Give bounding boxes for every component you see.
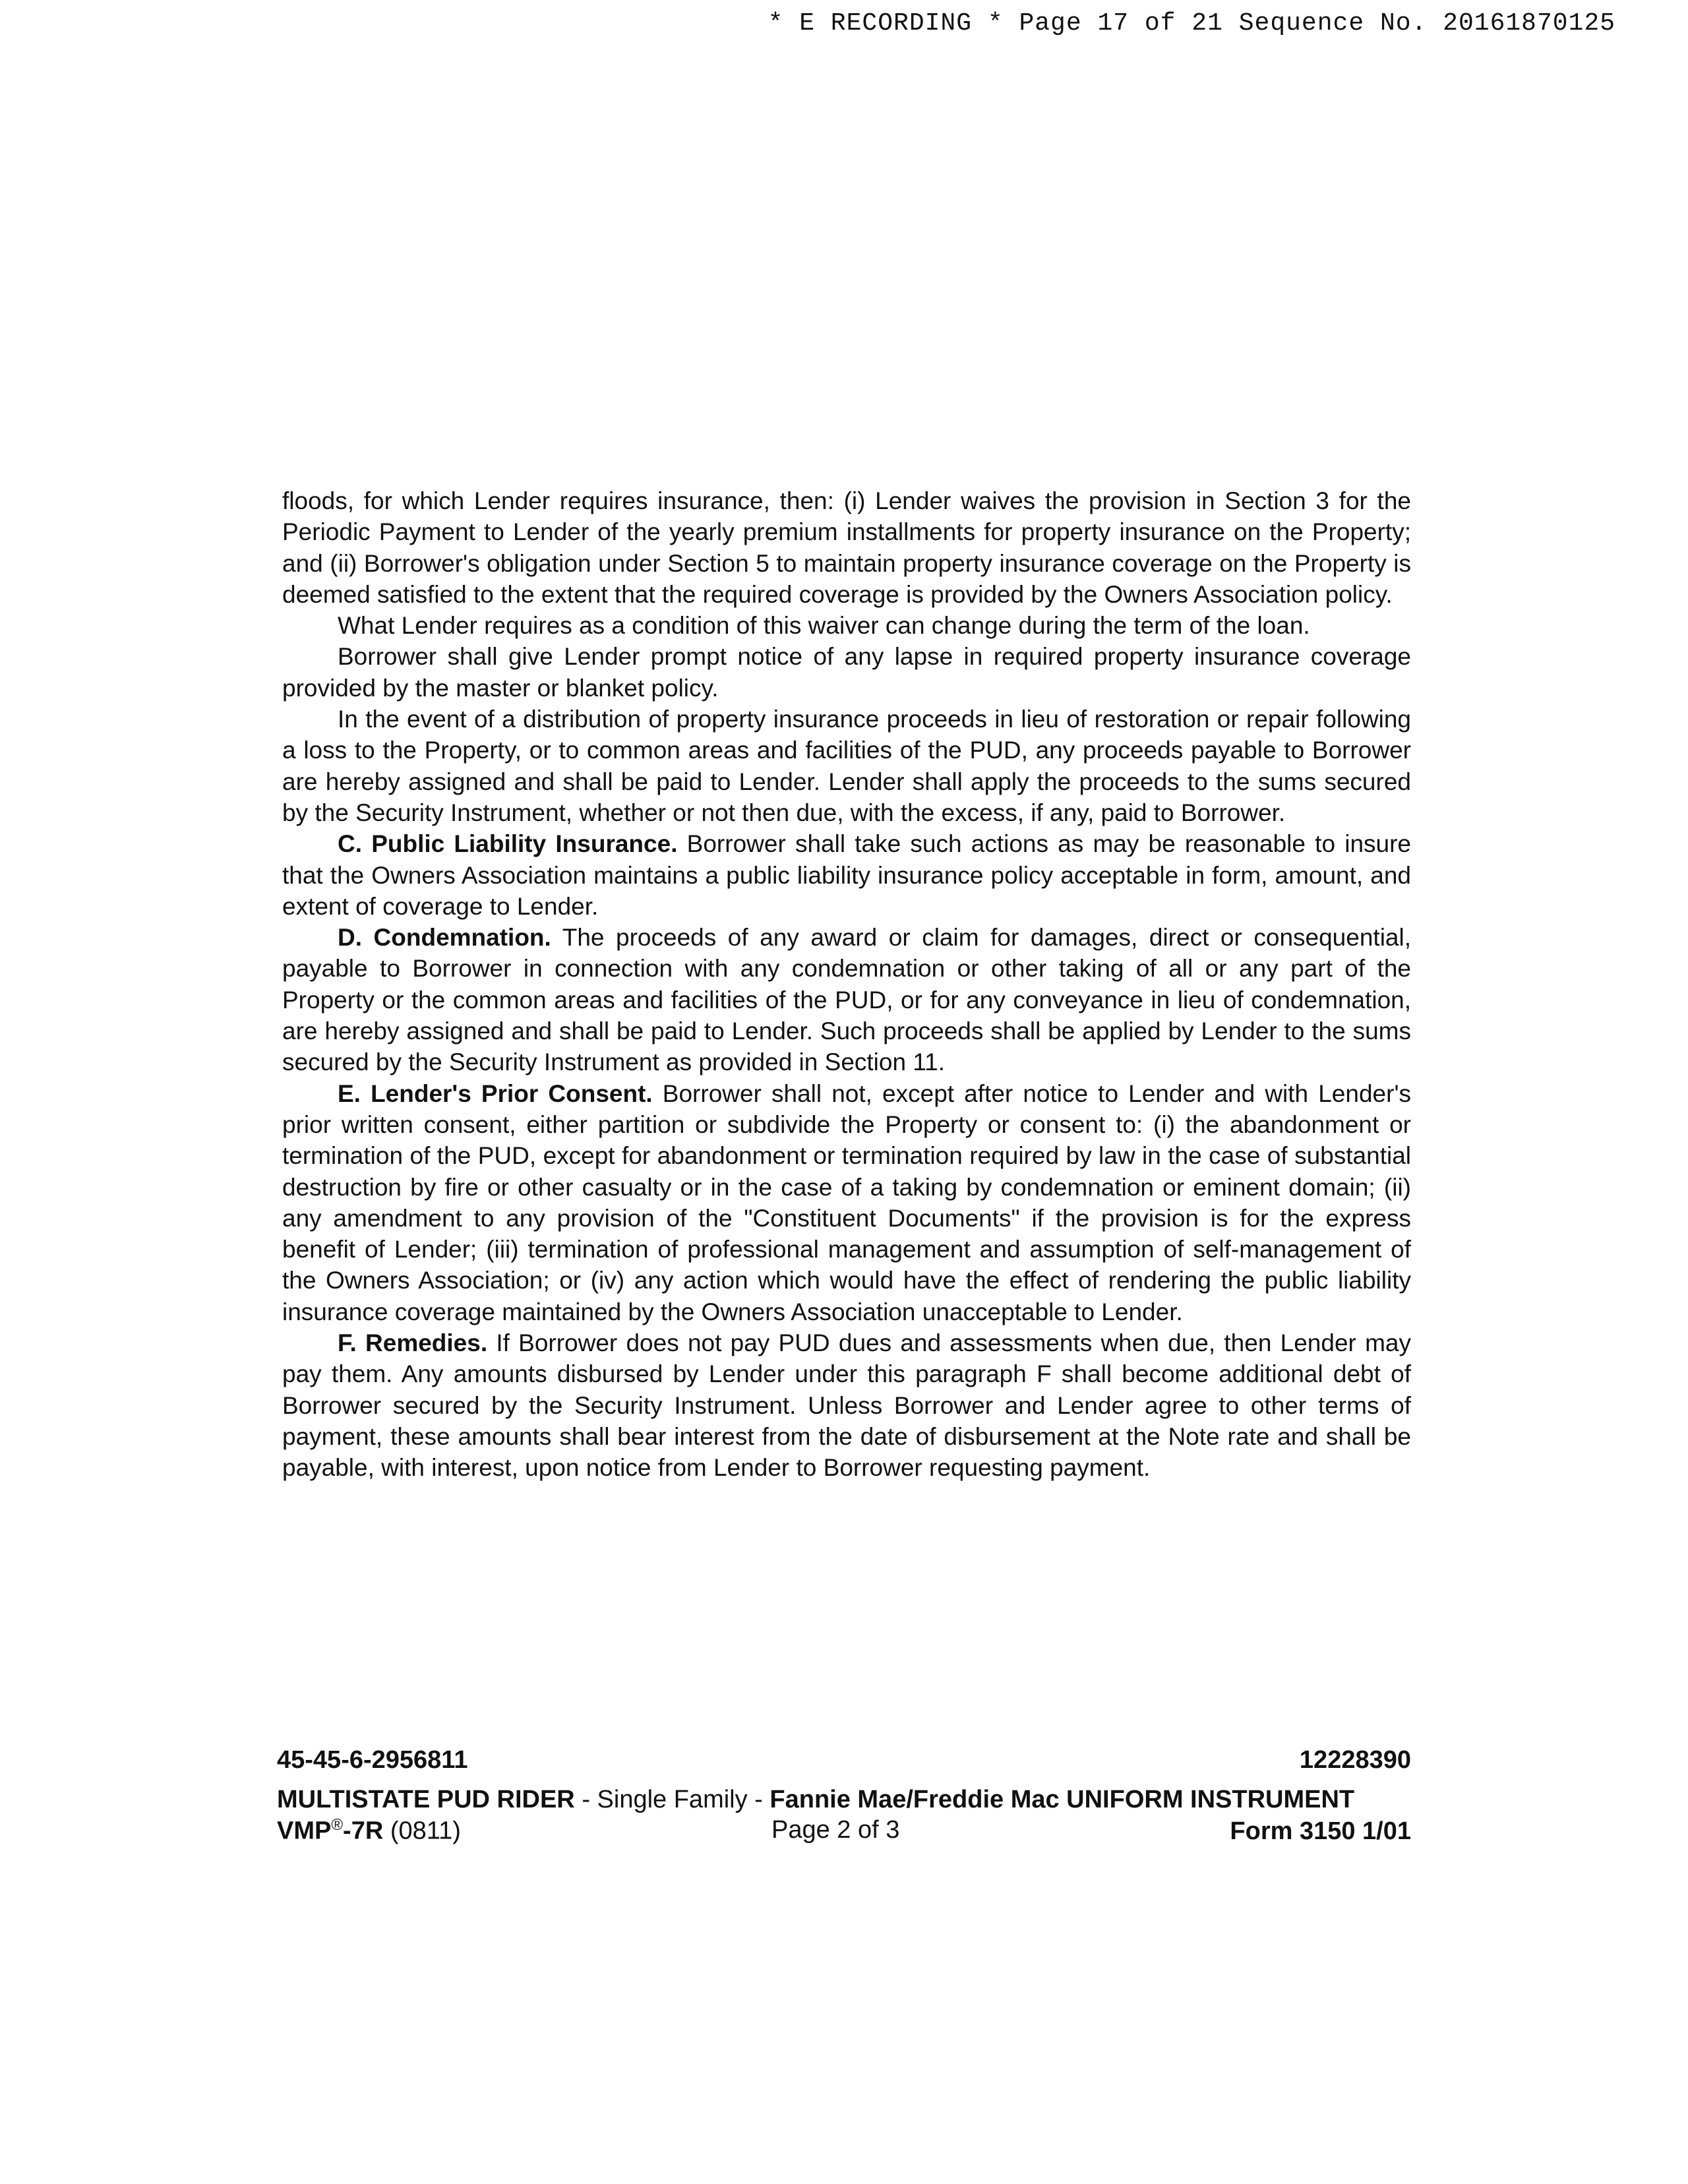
section-prior-consent [282,1078,1411,1327]
section-heading: E. Lender's Prior Consent. [338,1079,653,1107]
section-text: The proceeds of any award or claim for damages, direct or consequential, payable to Borrower in connection with any condemnation or other taking of all or any part of the Property or the common areas and facilities of the PUD, or for any conveyance in lieu of condemnation, are hereby assigned and shall be paid to Lender. Such proceeds shall be applied by Lender to the sums secured by the Security Instrument as provided in Section 11. [282,924,1411,1076]
paragraph-insurance-proceeds: In the event of a distribution of property insurance proceeds in lieu of restoration or repair following a loss to the Property, or to common areas and facilities of the PUD, any proceeds payable to Borrower are hereby assigned and shall be paid to Lender. Lender shall apply the proceeds to the sums secured by the Security Instrument, whether or not then due, with the excess, if any, paid to Borrower. [282,706,1411,826]
paragraph-flood-insurance: floods, for which Lender requires insurance, then: (i) Lender waives the provision in Section 3 for the Periodic Payment to Lender of the yearly premium installments for property insurance on the Property; and (ii) Borrower's obligation under Section 5 to maintain property insurance coverage on the Property is deemed satisfied to the extent that the required coverage is provided by the Owners Association policy. [282,487,1411,608]
section-heading: C. Public Liability Insurance. [338,830,678,858]
footer-title-row [277,1786,1411,1816]
section-text: Borrower shall not, except after notice to Lender and with Lender's prior written consent, either partition or subdivide the Property or consent to: (i) the abandonment or termination of the PUD, except for abandonment or termination required by law in the case of substantial destruction by fire or other casualty or in the case of a taking by condemnation or eminent domain; (ii) any amendment to any provision of the "Constituent Documents" if the provision is for the express benefit of Lender; (iii) termination of professional management and assumption of self-management of the Owners Association; or (iv) any action which would have the effect of rendering the public liability insurance coverage maintained by the Owners Association unacceptable to Lender. [282,1079,1412,1325]
footer-numbers-row [277,1746,1411,1776]
section-text: If Borrower does not pay PUD dues and assessments when due, then Lender may pay them. Any amounts disbursed by Lender under this paragraph F shall become additional debt of Borrower secured by the Security Instrument. Unless Borrower and Lender agree to other terms of payment, these amounts shall bear interest from the date of disbursement at the Note rate and shall be payable, with interest, upon notice from Lender to Borrower requesting payment. [282,1329,1411,1482]
section-condemnation [282,922,1411,1077]
rider-title: MULTISTATE PUD RIDER [277,1786,575,1813]
document-number: 12228390 [1299,1746,1411,1774]
rider-subtitle: - Single Family - [574,1786,770,1813]
form-number: Form 3150 1/01 [1230,1817,1411,1845]
paragraph-lapse-notice: Borrower shall give Lender prompt notice of any lapse in required property insurance coverage provided by the master or blanket policy. [282,643,1411,702]
form-code: VMP®-7R (0811) [277,1816,461,1845]
section-heading: D. Condemnation. [338,924,551,952]
instrument-name: Fannie Mae/Freddie Mac UNIFORM INSTRUMENT [769,1786,1355,1813]
section-heading: F. Remedies. [338,1329,488,1357]
recording-stamp: * E RECORDING * Page 17 of 21 Sequence No. 20161870125 [768,9,1615,38]
section-public-liability [282,828,1411,922]
page-number: Page 2 of 3 [771,1816,900,1844]
footer-form-row [277,1816,1411,1846]
section-text: Borrower shall take such actions as may be reasonable to insure that the Owners Association maintains a public liability insurance policy acceptable in form, amount, and extent of coverage to Lender. [282,830,1411,920]
rider-title-line [277,1786,1354,1814]
paragraph-waiver-condition: What Lender requires as a condition of this waiver can change during the term of the loan. [338,612,1310,640]
loan-number: 45-45-6-2956811 [277,1746,468,1774]
section-remedies [282,1327,1411,1483]
document-footer [277,1746,1411,1846]
document-body [282,485,1411,1484]
